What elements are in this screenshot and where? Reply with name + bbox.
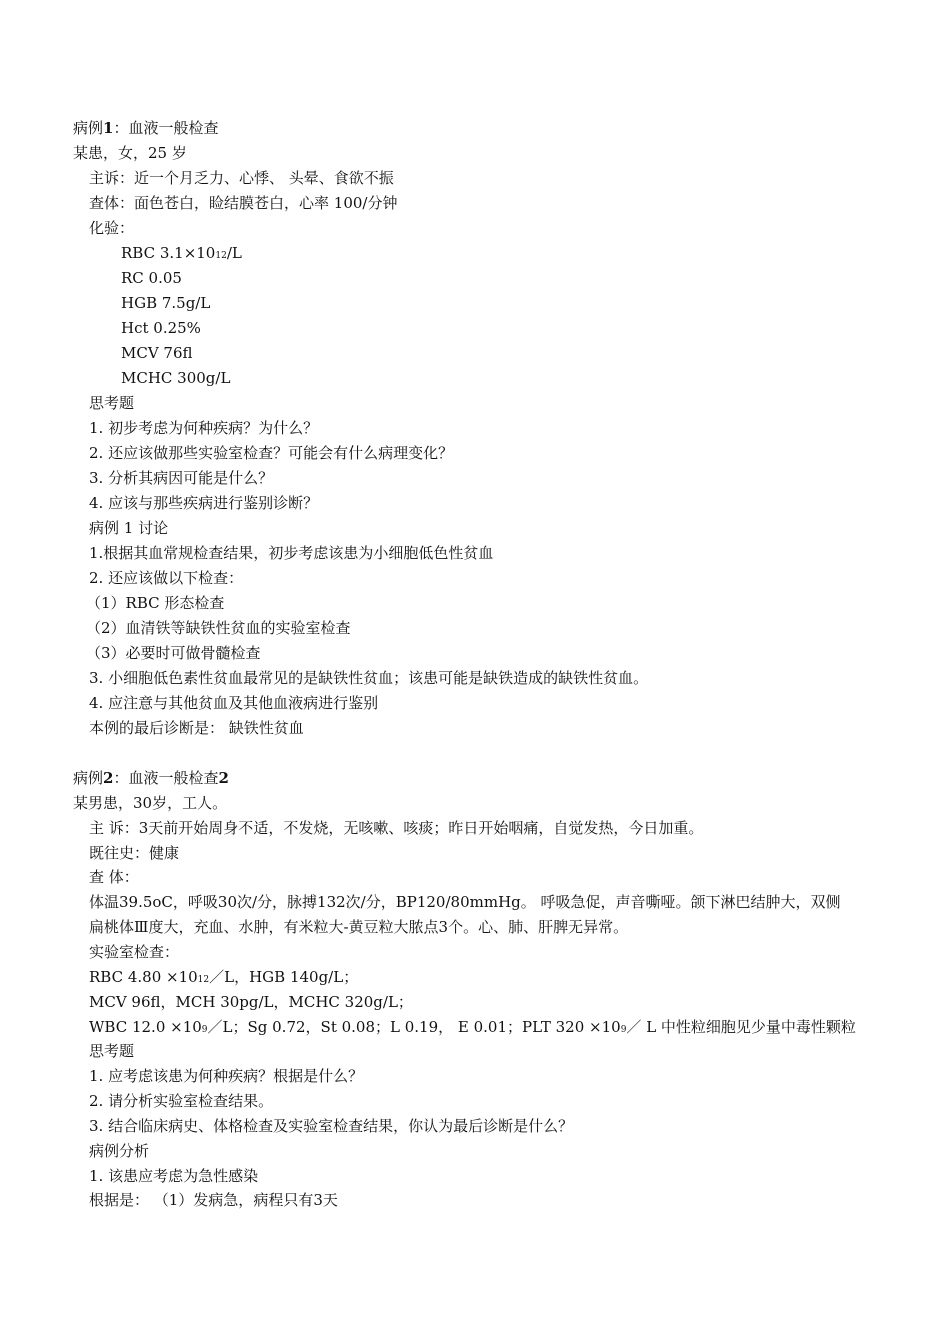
- case1-lab-mchc: MCHC 300g/L: [121, 369, 231, 387]
- case1-final-diagnosis: 本例的最后诊断是： 缺铁性贫血: [89, 719, 304, 737]
- case2-questions-heading: 思考题: [89, 1042, 135, 1060]
- case1-lab-hct: Hct 0.25%: [121, 319, 201, 337]
- case2-lab-line: RBC 4.80 ×1012／L，HGB 140g/L；: [89, 968, 359, 986]
- case2-complaint: 主 诉：3天前开始周身不适，不发烧，无咳嗽、咳痰；昨日开始咽痛，自觉发热，今日加重。: [89, 819, 704, 837]
- case2-question: 3. 结合临床病史、体格检查及实验室检查结果，你认为最后诊断是什么？: [89, 1117, 574, 1135]
- case1-complaint: 主诉：近一个月乏力、心悸、 头晕、食欲不振: [89, 169, 394, 187]
- case2-lab-line: MCV 96fl，MCH 30pg/L，MCHC 320g/L；: [89, 993, 413, 1011]
- case1-discussion-heading: 病例 1 讨论: [89, 519, 169, 537]
- case2-exam-line: 扁桃体Ⅲ度大，充血、水肿，有米粒大-黄豆粒大脓点3个。心、肺、肝脾无异常。: [89, 918, 629, 936]
- case1-lab-mcv: MCV 76fl: [121, 344, 193, 362]
- case2-analysis-item: 根据是： （1）发病急，病程只有3天: [89, 1191, 338, 1209]
- case1-lab-rc: RC 0.05: [121, 269, 182, 287]
- case2-analysis-heading: 病例分析: [89, 1142, 150, 1160]
- case2-exam-line: 体温39.5oC，呼吸30次/分，脉搏132次/分，BP120/80mmHg。 呼吸急促，声音嘶哑。颌下淋巴结肿大，双侧: [89, 893, 841, 911]
- case2-question: 2. 请分析实验室检查结果。: [89, 1092, 274, 1110]
- case1-lab-hgb: HGB 7.5g/L: [121, 294, 211, 312]
- case1-question: 3. 分析其病因可能是什么？: [89, 469, 274, 487]
- case2-patient: 某男患，30岁，工人。: [73, 794, 228, 812]
- case2-analysis-item: 1. 该患应考虑为急性感染: [89, 1167, 259, 1185]
- case2-exam-heading: 查 体：: [89, 868, 139, 886]
- case1-discussion-item: （3）必要时可做骨髓检查: [86, 644, 261, 662]
- case1-discussion-item: 1.根据其血常规检查结果，初步考虑该患为小细胞低色性贫血: [89, 544, 494, 562]
- case1-lab-rbc: RBC 3.1×1012/L: [121, 244, 242, 262]
- case2-lab-line: WBC 12.0 ×109／L；Sg 0.72，St 0.08；L 0.19， E 0.01；PLT 320 ×109／ L 中性粒细胞见少量中毒性颗粒: [89, 1018, 856, 1036]
- case1-discussion-item: 4. 应注意与其他贫血及其他血液病进行鉴别: [89, 694, 379, 712]
- case2-history: 既往史：健康: [89, 844, 180, 862]
- case1-discussion-item: （1）RBC 形态检查: [86, 594, 225, 612]
- case1-lab-heading: 化验：: [89, 219, 135, 237]
- case1-question: 2. 还应该做那些实验室检查？可能会有什么病理变化？: [89, 444, 454, 462]
- case1-discussion-item: 2. 还应该做以下检查：: [89, 569, 244, 587]
- case1-question: 4. 应该与那些疾病进行鉴别诊断？: [89, 494, 319, 512]
- case1-question: 1. 初步考虑为何种疾病？为什么？: [89, 419, 319, 437]
- case2-title: 病例2：血液一般检查2: [73, 769, 229, 787]
- case2-question: 1. 应考虑该患为何种疾病？根据是什么？: [89, 1067, 364, 1085]
- case2-lab-heading: 实验室检查：: [89, 943, 180, 961]
- case1-exam: 查体：面色苍白，睑结膜苍白，心率 100/分钟: [89, 194, 398, 212]
- case1-discussion-item: 3. 小细胞低色素性贫血最常见的是缺铁性贫血；该患可能是缺铁造成的缺铁性贫血。: [89, 669, 649, 687]
- case1-patient: 某患，女，25 岁: [73, 144, 187, 162]
- case1-discussion-item: （2）血清铁等缺铁性贫血的实验室检查: [86, 619, 351, 637]
- case1-questions-heading: 思考题: [89, 394, 135, 412]
- case1-title: 病例1：血液一般检查: [73, 119, 219, 137]
